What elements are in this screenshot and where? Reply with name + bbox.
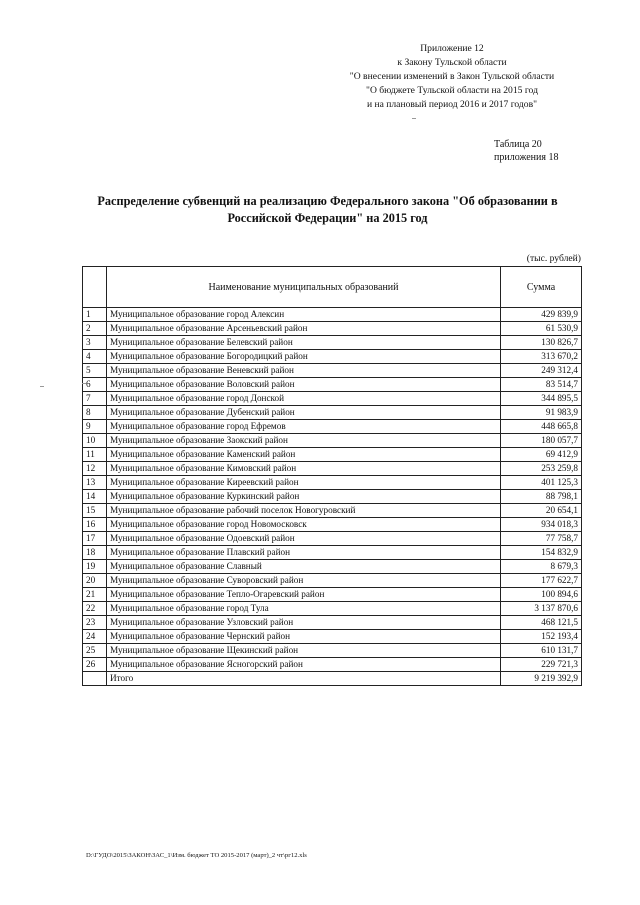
table-row <box>83 350 582 364</box>
table-row <box>83 518 582 532</box>
row-number: 6 <box>83 378 107 392</box>
row-sum: 344 895,5 <box>501 392 582 406</box>
row-name: Муниципальное образование Чернский район <box>107 630 501 644</box>
row-name: Муниципальное образование город Тула <box>107 602 501 616</box>
scan-mark <box>40 386 44 387</box>
row-name: Муниципальное образование Заокский район <box>107 434 501 448</box>
row-name: Муниципальное образование рабочий поселок Новогуровский <box>107 504 501 518</box>
title-line: Российской Федерации" на 2015 год <box>227 211 428 225</box>
table-reference <box>494 138 574 164</box>
row-sum: 429 839,9 <box>501 308 582 322</box>
row-sum: 100 894,6 <box>501 588 582 602</box>
scan-mark <box>412 118 416 119</box>
row-sum: 401 125,3 <box>501 476 582 490</box>
appendix-line: и на плановый период 2016 и 2017 годов" <box>366 99 538 110</box>
total-label: Итого <box>107 672 501 686</box>
row-sum: 69 412,9 <box>501 448 582 462</box>
total-row <box>83 672 582 686</box>
row-name: Муниципальное образование Воловский район <box>107 378 501 392</box>
table-ref-line: приложения 18 <box>494 152 559 163</box>
table-row <box>83 504 582 518</box>
row-number: 23 <box>83 616 107 630</box>
table-row <box>83 616 582 630</box>
row-name: Муниципальное образование Ясногорский район <box>107 658 501 672</box>
row-sum: 88 798,1 <box>501 490 582 504</box>
row-sum: 91 983,9 <box>501 406 582 420</box>
row-number: 2 <box>83 322 107 336</box>
table-row <box>83 322 582 336</box>
table-row <box>83 630 582 644</box>
table-row <box>83 308 582 322</box>
row-number: 17 <box>83 532 107 546</box>
table-row <box>83 434 582 448</box>
table-ref-line: Таблица 20 <box>494 139 542 150</box>
row-sum: 180 057,7 <box>501 434 582 448</box>
row-sum: 468 121,5 <box>501 616 582 630</box>
scan-mark <box>82 383 86 384</box>
table-row <box>83 462 582 476</box>
row-number: 22 <box>83 602 107 616</box>
row-name: Муниципальное образование Киреевский район <box>107 476 501 490</box>
table-row <box>83 420 582 434</box>
row-number: 24 <box>83 630 107 644</box>
row-number: 8 <box>83 406 107 420</box>
row-name: Муниципальное образование Арсеньевский район <box>107 322 501 336</box>
row-number: 11 <box>83 448 107 462</box>
row-name: Муниципальное образование Славный <box>107 560 501 574</box>
appendix-header <box>322 42 582 112</box>
row-number: 5 <box>83 364 107 378</box>
row-name: Муниципальное образование Узловский район <box>107 616 501 630</box>
document-title <box>80 193 575 227</box>
appendix-line: "О внесении изменений в Закон Тульской области <box>349 71 555 82</box>
file-path-footer: D:\ГУДО\2015\ЗАКОН\ЗАС_1\Изм. бюджет ТО 2015-2017 (март)_2 чт\рг12.xls <box>86 852 307 859</box>
total-number-cell <box>83 672 107 686</box>
column-header-name: Наименование муниципальных образований <box>107 267 501 308</box>
row-number: 18 <box>83 546 107 560</box>
table-row <box>83 406 582 420</box>
row-number: 4 <box>83 350 107 364</box>
row-name: Муниципальное образование Плавский район <box>107 546 501 560</box>
table-row <box>83 658 582 672</box>
row-name: Муниципальное образование город Донской <box>107 392 501 406</box>
row-number: 3 <box>83 336 107 350</box>
row-name: Муниципальное образование Одоевский район <box>107 532 501 546</box>
row-sum: 77 758,7 <box>501 532 582 546</box>
row-sum: 61 530,9 <box>501 322 582 336</box>
row-sum: 154 832,9 <box>501 546 582 560</box>
row-number: 21 <box>83 588 107 602</box>
row-name: Муниципальное образование Веневский район <box>107 364 501 378</box>
row-sum: 249 312,4 <box>501 364 582 378</box>
table-body <box>83 308 582 686</box>
row-sum: 610 131,7 <box>501 644 582 658</box>
row-sum: 448 665,8 <box>501 420 582 434</box>
row-number: 14 <box>83 490 107 504</box>
row-sum: 8 679,3 <box>501 560 582 574</box>
row-name: Муниципальное образование Суворовский район <box>107 574 501 588</box>
column-header-sum: Сумма <box>501 267 582 308</box>
table-row <box>83 364 582 378</box>
row-sum: 253 259,8 <box>501 462 582 476</box>
row-name: Муниципальное образование Каменский район <box>107 448 501 462</box>
row-number: 25 <box>83 644 107 658</box>
row-number: 15 <box>83 504 107 518</box>
table-row <box>83 546 582 560</box>
distribution-table <box>82 266 582 686</box>
row-sum: 20 654,1 <box>501 504 582 518</box>
row-sum: 934 018,3 <box>501 518 582 532</box>
row-number: 26 <box>83 658 107 672</box>
table-row <box>83 336 582 350</box>
table-row <box>83 476 582 490</box>
table-row <box>83 490 582 504</box>
row-number: 9 <box>83 420 107 434</box>
row-sum: 229 721,3 <box>501 658 582 672</box>
table-row <box>83 378 582 392</box>
table-row <box>83 448 582 462</box>
row-name: Муниципальное образование Куркинский район <box>107 490 501 504</box>
row-name: Муниципальное образование город Новомосковск <box>107 518 501 532</box>
table-row <box>83 644 582 658</box>
table-header-row <box>83 267 582 308</box>
table-row <box>83 532 582 546</box>
row-sum: 83 514,7 <box>501 378 582 392</box>
row-name: Муниципальное образование город Алексин <box>107 308 501 322</box>
row-number: 20 <box>83 574 107 588</box>
row-name: Муниципальное образование Кимовский район <box>107 462 501 476</box>
row-sum: 313 670,2 <box>501 350 582 364</box>
row-number: 16 <box>83 518 107 532</box>
units-label: (тыс. рублей) <box>526 253 581 264</box>
row-name: Муниципальное образование Белевский район <box>107 336 501 350</box>
row-sum: 130 826,7 <box>501 336 582 350</box>
appendix-line: "О бюджете Тульской области на 2015 год <box>366 85 538 96</box>
table-row <box>83 602 582 616</box>
row-number: 1 <box>83 308 107 322</box>
row-number: 13 <box>83 476 107 490</box>
row-name: Муниципальное образование Дубенский район <box>107 406 501 420</box>
row-sum: 177 622,7 <box>501 574 582 588</box>
row-sum: 3 137 870,6 <box>501 602 582 616</box>
title-line: Распределение субвенций на реализацию Федерального закона "Об образовании в <box>97 194 558 208</box>
row-number: 10 <box>83 434 107 448</box>
appendix-line: к Закону Тульской области <box>397 57 507 68</box>
row-number: 19 <box>83 560 107 574</box>
row-name: Муниципальное образование город Ефремов <box>107 420 501 434</box>
row-number: 7 <box>83 392 107 406</box>
table-row <box>83 588 582 602</box>
row-name: Муниципальное образование Щекинский район <box>107 644 501 658</box>
table-row <box>83 560 582 574</box>
table-row <box>83 392 582 406</box>
row-name: Муниципальное образование Богородицкий район <box>107 350 501 364</box>
total-sum: 9 219 392,9 <box>501 672 582 686</box>
column-header-number <box>83 267 107 308</box>
table-row <box>83 574 582 588</box>
appendix-line: Приложение 12 <box>420 43 484 54</box>
row-name: Муниципальное образование Тепло-Огаревский район <box>107 588 501 602</box>
row-sum: 152 193,4 <box>501 630 582 644</box>
row-number: 12 <box>83 462 107 476</box>
